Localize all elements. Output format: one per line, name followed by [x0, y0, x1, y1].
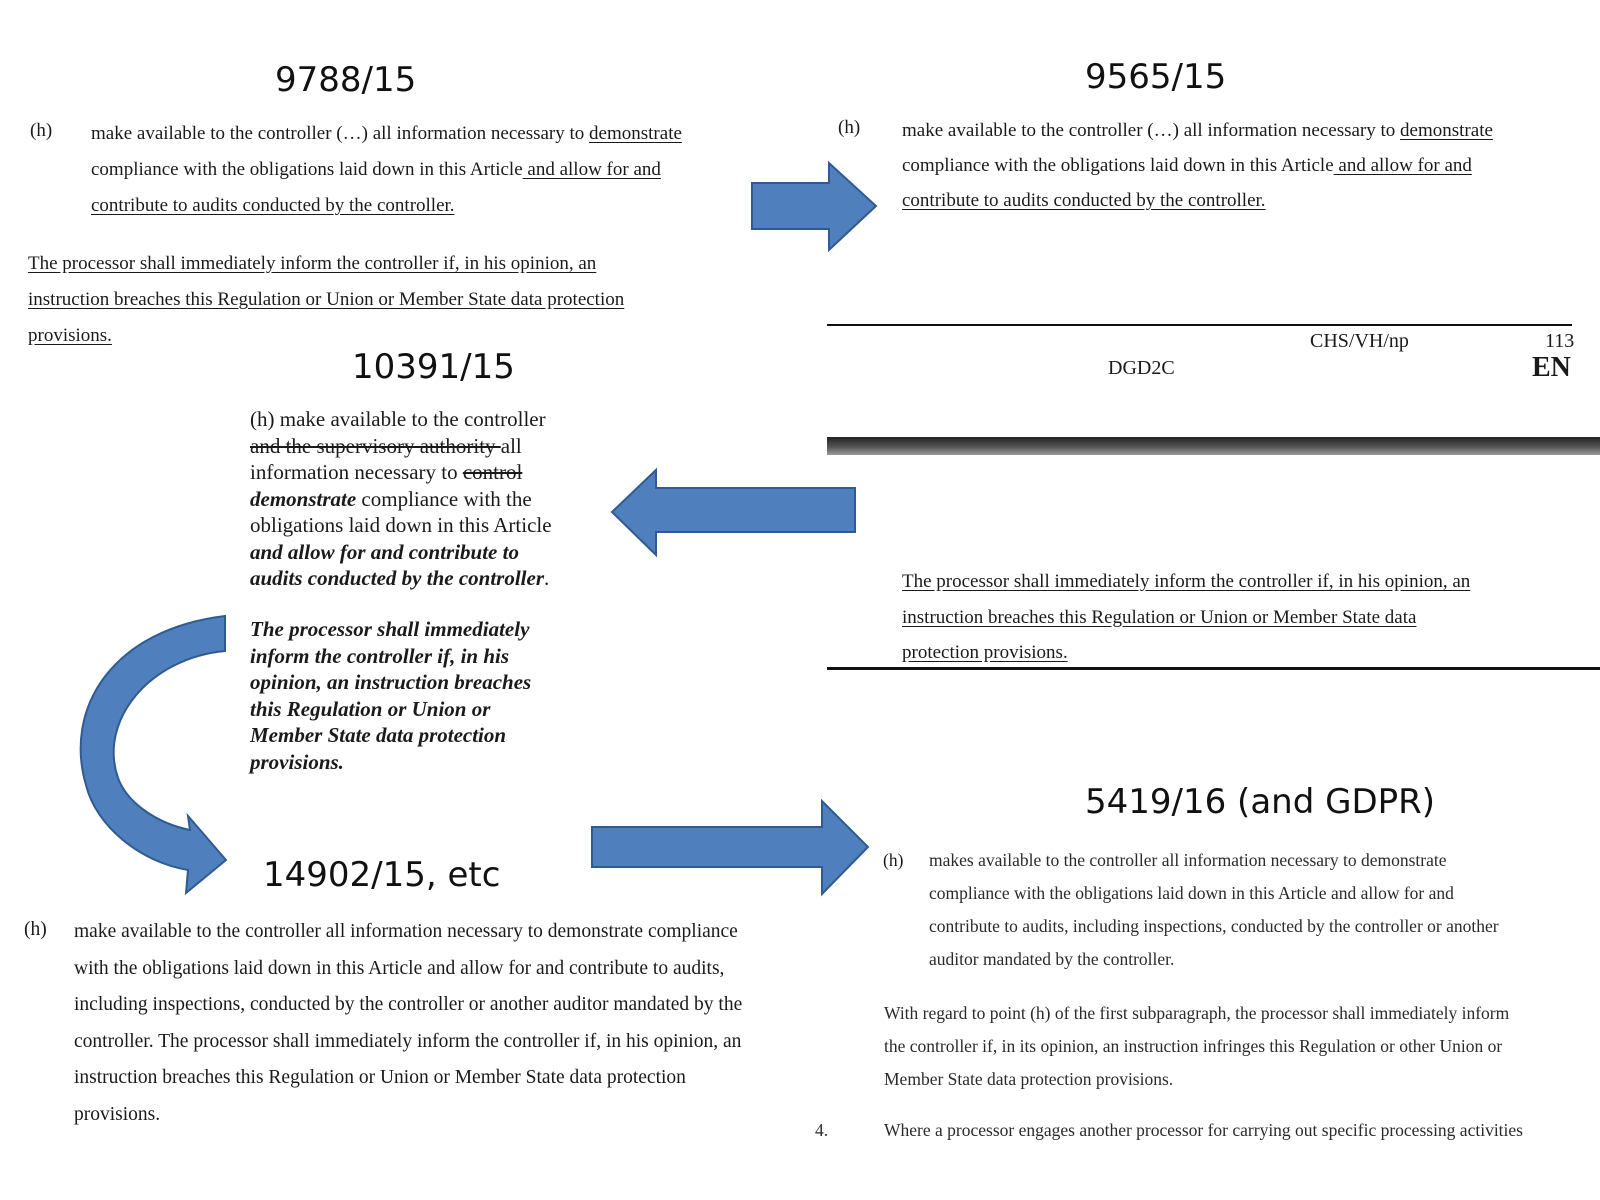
text: (h) make available to the controller	[250, 407, 546, 431]
text-struck: control	[462, 460, 523, 484]
next-item-text: Where a processor engages another processor for carrying out specific processing activities	[884, 1120, 1523, 1140]
text-inserted: audits conducted by the controller	[250, 566, 544, 590]
footer-lang: EN	[1532, 352, 1571, 383]
text: .	[544, 566, 550, 590]
text: compliance with the obligations laid down in this Article	[91, 159, 523, 180]
text: instruction breaches this Regulation or Union or Member State data protection	[74, 1067, 686, 1088]
text: the controller if, in its opinion, an instruction infringes this Regulation or other Union or	[884, 1036, 1503, 1056]
text-inserted: provisions.	[250, 749, 344, 774]
text: compliance with the	[356, 486, 532, 511]
text-struck: and the supervisory authority	[250, 433, 501, 458]
text: With regard to point (h) of the first subparagraph, the processor shall immediately inform	[884, 1003, 1510, 1023]
text-inserted: demonstrate	[250, 486, 357, 511]
footer-page: 113	[1545, 330, 1575, 352]
text-underlined: protection provisions.	[902, 642, 1068, 663]
text-underlined: and allow for and	[1333, 155, 1472, 176]
text-underlined: demonstrate	[1400, 120, 1493, 141]
text-underlined: contribute to audits conducted by the controller.	[902, 190, 1266, 211]
text: provisions.	[74, 1103, 161, 1125]
text: controller. The processor shall immediately inform the controller if, in his opinion, an	[74, 1030, 742, 1052]
text-inserted: opinion, an instruction breaches	[250, 670, 532, 694]
text-inserted: The processor shall immediately	[250, 617, 530, 641]
label-h-5419: (h)	[883, 850, 904, 870]
text-inserted: Member State data protection	[250, 723, 507, 747]
text: make available to the controller all information necessary to demonstrate compliance	[74, 921, 738, 942]
text: make available to the controller (…) all information necessary to	[902, 120, 1401, 141]
text: with the obligations laid down in this Article and allow for and contribute to audits,	[74, 957, 725, 979]
footer-ref: CHS/VH/np	[1310, 330, 1409, 352]
text: makes available to the controller all information necessary to demonstrate	[929, 850, 1447, 870]
text: make available to the controller (…) all information necessary to	[91, 123, 590, 144]
title-10391: 10391/15	[352, 347, 515, 387]
footer-dept: DGD2C	[1108, 357, 1175, 379]
text: all	[500, 433, 522, 458]
title-9788: 9788/15	[275, 60, 417, 100]
text: contribute to audits, including inspections, conducted by the controller or another	[929, 916, 1499, 936]
text-underlined: provisions.	[28, 325, 112, 346]
text-inserted: this Regulation or Union or	[250, 696, 491, 721]
label-h-9565: (h)	[838, 117, 861, 138]
title-9565: 9565/15	[1085, 57, 1227, 97]
text-underlined: instruction breaches this Regulation or Union or Member State data protection	[28, 289, 625, 310]
text-inserted: and allow for and contribute to	[250, 539, 519, 564]
text: information necessary to	[250, 460, 463, 484]
text: obligations laid down in this Article	[250, 513, 552, 537]
label-h-14902: (h)	[24, 919, 47, 940]
text: Member State data protection provisions.	[884, 1069, 1174, 1089]
text-underlined: and allow for and	[522, 159, 661, 180]
text: auditor mandated by the controller.	[929, 949, 1175, 969]
text-underlined: contribute to audits conducted by the controller.	[91, 195, 455, 216]
label-h-9788: (h)	[30, 120, 53, 141]
text: compliance with the obligations laid down in this Article and allow for and	[929, 883, 1454, 903]
title-14902: 14902/15, etc	[263, 855, 501, 895]
text-underlined: The processor shall immediately inform the controller if, in his opinion, an	[28, 253, 597, 274]
next-item-number: 4.	[815, 1120, 829, 1140]
text-inserted: inform the controller if, in his	[250, 643, 510, 668]
text: including inspections, conducted by the controller or another auditor mandated by the	[74, 994, 743, 1015]
text-underlined: instruction breaches this Regulation or Union or Member State data	[902, 606, 1417, 628]
title-5419: 5419/16 (and GDPR)	[1085, 782, 1436, 822]
text-underlined: The processor shall immediately inform the controller if, in his opinion, an	[902, 571, 1471, 592]
text: compliance with the obligations laid down in this Article	[902, 155, 1334, 176]
text-underlined: demonstrate	[589, 123, 682, 144]
